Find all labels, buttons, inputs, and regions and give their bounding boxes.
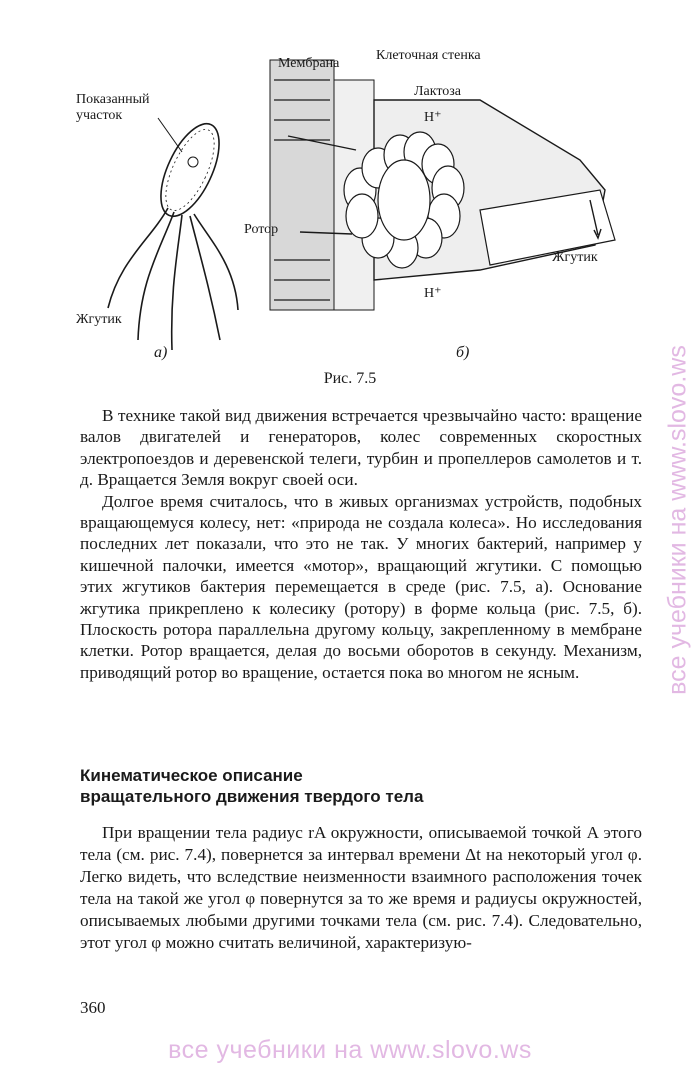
subfigure-label-b: б)	[456, 344, 470, 361]
label-proton-bottom: H⁺	[424, 286, 442, 301]
figure-7-5	[60, 40, 640, 390]
label-flagellum-b: Жгутик	[552, 250, 598, 265]
section-heading	[80, 765, 620, 807]
subfigure-label-a: а)	[154, 344, 168, 361]
watermark-bottom: все учебники на www.slovo.ws	[168, 1036, 532, 1064]
figure-illustration	[60, 40, 640, 360]
label-membrane: Мембрана	[278, 56, 340, 71]
section-heading-text: Кинематическое описание вращательного движения твердого тела	[80, 766, 424, 806]
label-proton-top: H⁺	[424, 110, 442, 125]
label-lactose: Лактоза	[414, 84, 462, 99]
body-text-section	[80, 822, 642, 954]
label-flagellum-a: Жгутик	[76, 312, 122, 327]
paragraph-1: В технике такой вид движения встречается чрезвычайно часто: вращение валов двигателей и генераторов, колес современных скоростных электропоездов и деревенской телеги, турбин и пропеллеров самолетов и т. д. Вращается Земля вокруг своей оси.	[80, 406, 642, 490]
bacterium-drawing	[108, 115, 238, 350]
label-cell-wall: Клеточная стенка	[376, 48, 481, 63]
figure-caption: Рис. 7.5	[323, 370, 377, 387]
body-text	[80, 405, 642, 683]
watermark-vertical: все учебники на www.slovo.ws	[663, 345, 692, 695]
paragraph-2: Долгое время считалось, что в живых организмах устройств, подобных вращающемуся колесу, нет: «природа не создала колеса». Но исследования последних лет показали, что это не так. У многих бактерий, например у кишечной палочки, имеется «мотор», вращающий жгутики. С помощью этих жгутиков бактерия перемещается в среде (рис. 7.5, а). Основание жгутика прикреплено к колесику (ротору) в форме кольца (рис. 7.5, б). Плоскость ротора параллельна другому кольцу, закрепленному в мембране клетки. Ротор вращается, делая до восьми оборотов в секунду. Механизм, приводящий ротор во вращение, остается пока во многом не ясным.	[80, 491, 642, 682]
page-number: 360	[80, 998, 106, 1017]
label-shown-area: Показанный участок	[76, 92, 150, 123]
paragraph-3: При вращении тела радиус rA окружности, описываемой точкой A этого тела (см. рис. 7.4), повернется за интервал времени Δt на некоторый угол φ. Легко видеть, что вследствие неизменности взаимного расположения точек тела на такой же угол φ повернутся за то же время и радиусы окружностей, описываемых любыми другими точками тела (см. рис. 7.4). Следовательно, этот угол φ можно считать величиной, характеризую-	[80, 823, 642, 952]
label-rotor: Ротор	[244, 222, 279, 237]
